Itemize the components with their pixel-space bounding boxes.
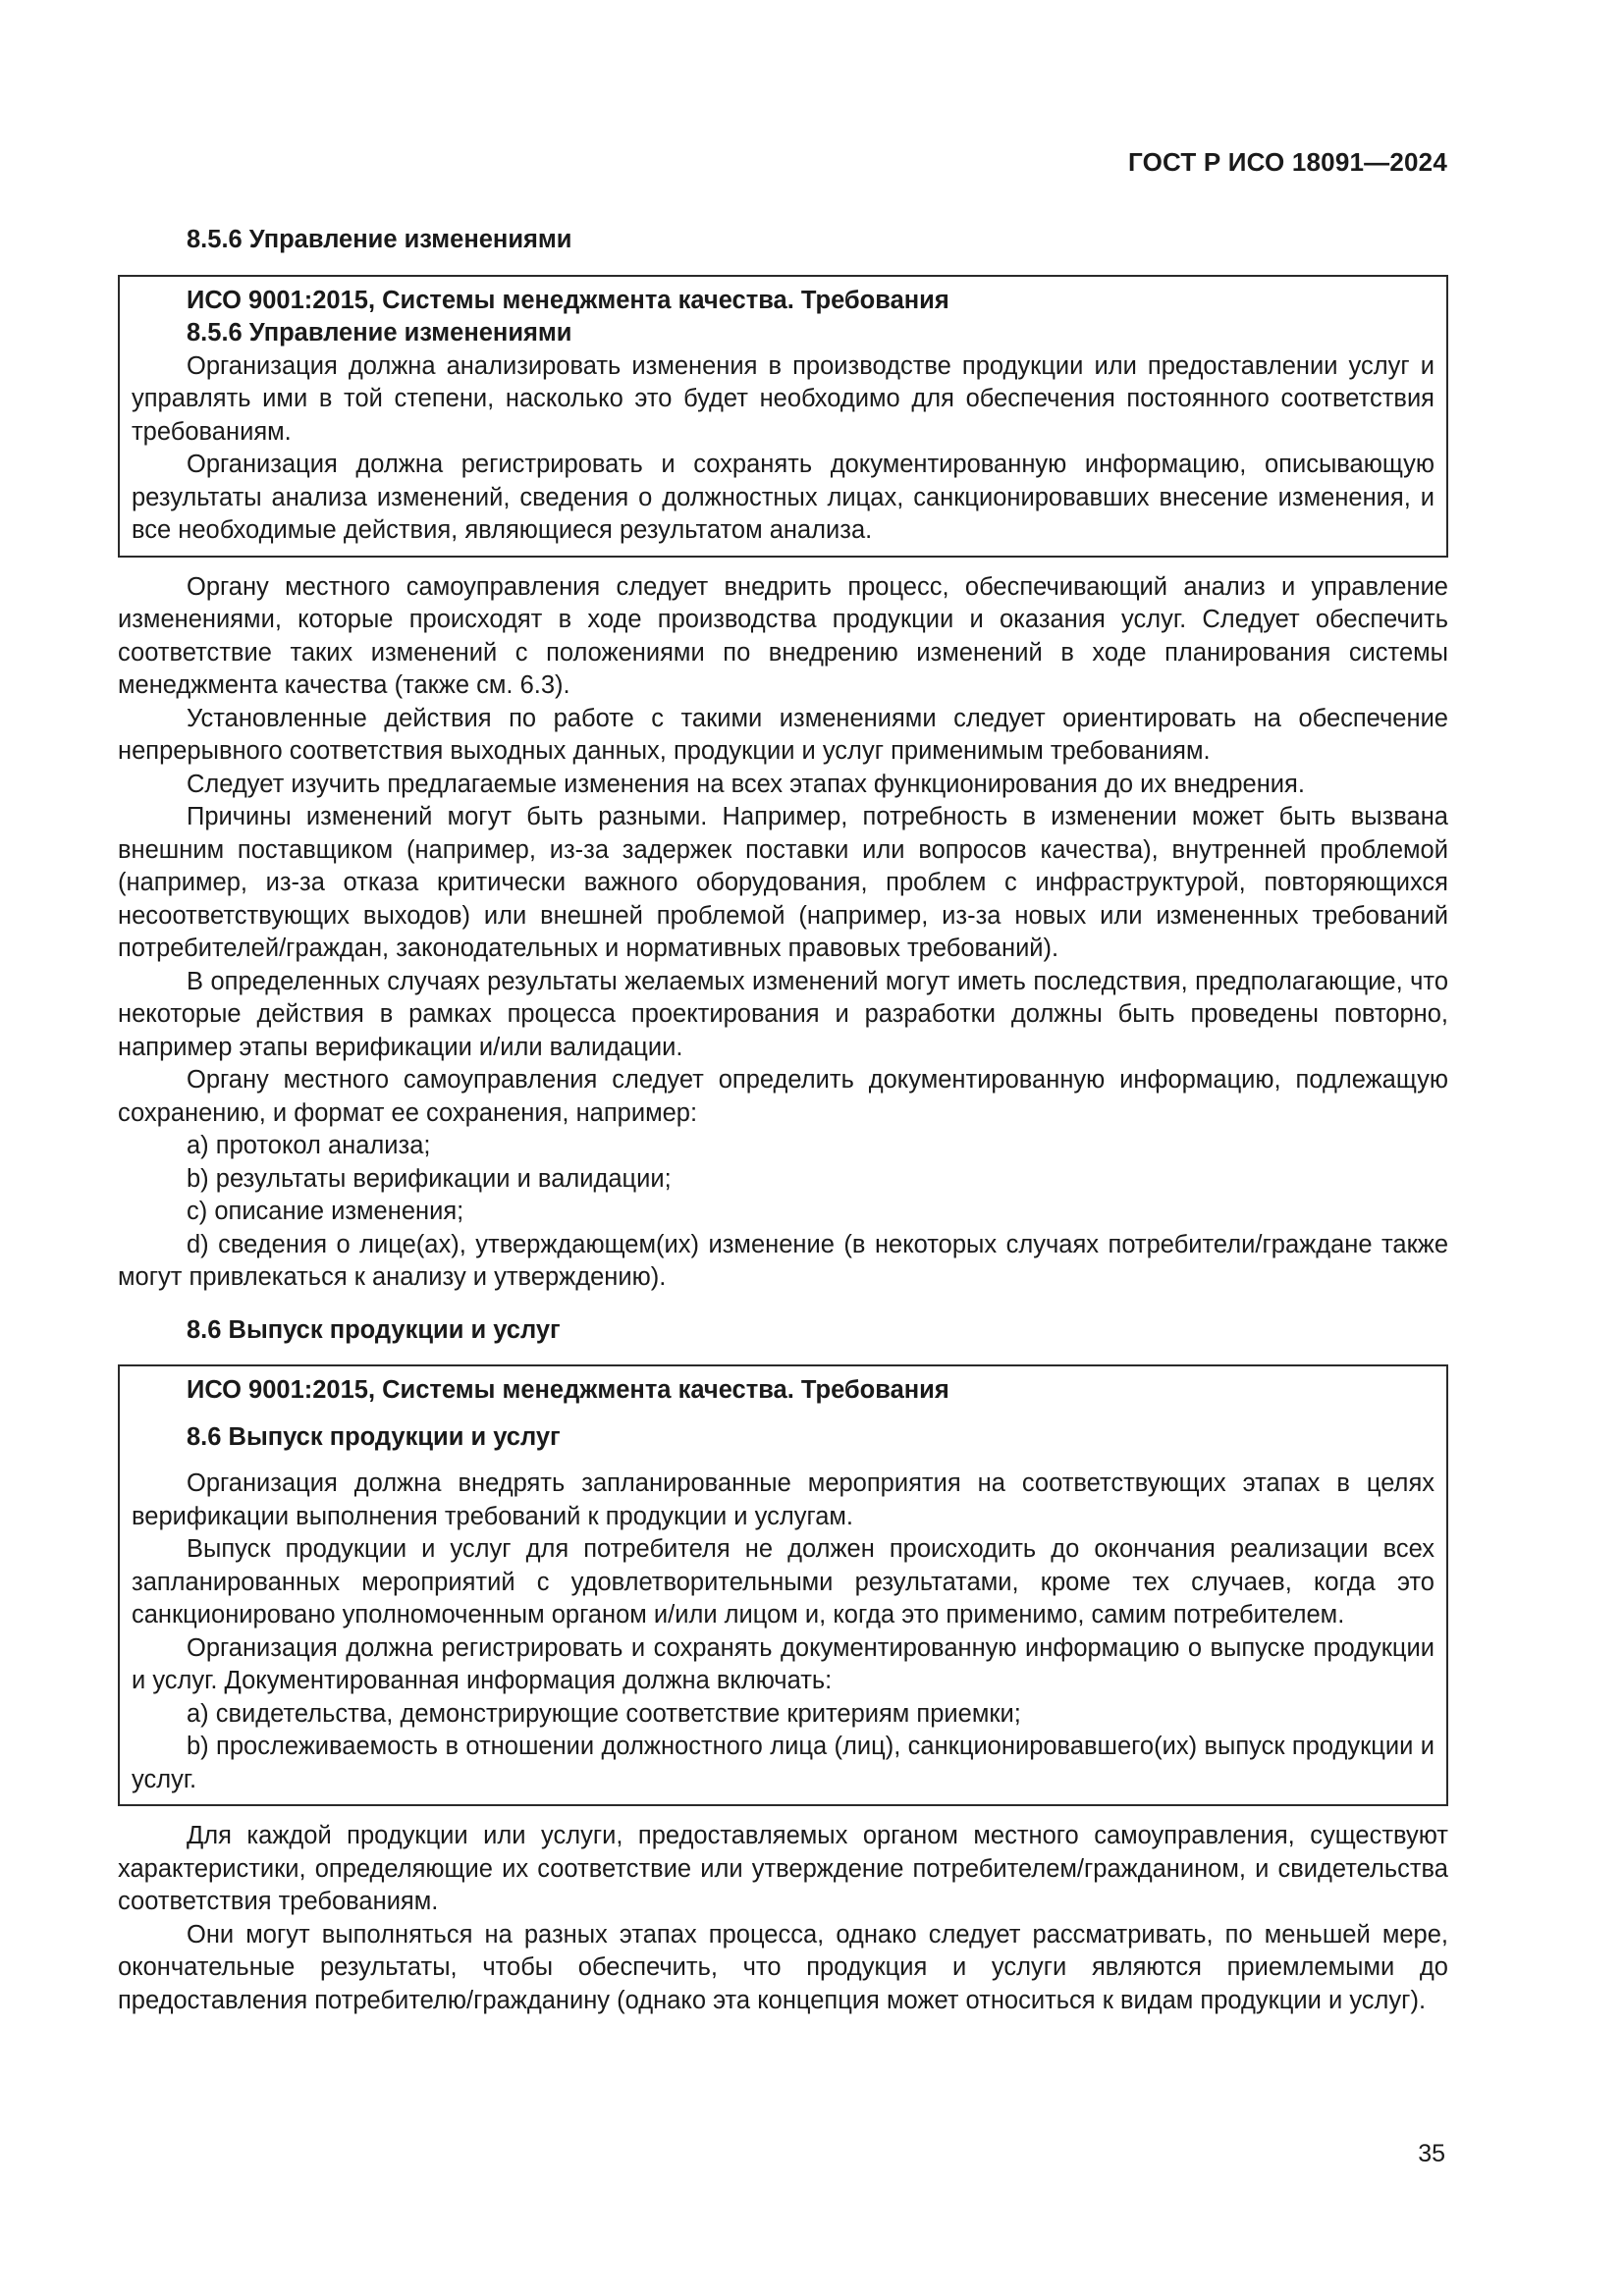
quote-subheading: 8.6 Выпуск продукции и услуг [187,1422,561,1451]
quote-paragraph: Организация должна внедрять запланированные мероприятия на соответствующих этапах в целях верификации выполнения требований к продукции и услугам. [132,1469,1435,1530]
quote-list-item: b) прослеживаемость в отношении должностного лица (лиц), санкционировавшего(их) выпуск продукции и услуг. [132,1733,1435,1793]
body-paragraph: Следует изучить предлагаемые изменения на всех этапах функционирования до их внедрения. [187,770,1305,798]
body-paragraph: Органу местного самоуправления следует внедрить процесс, обеспечивающий анализ и управление изменениями, которые происходят в ходе производства продукции и оказания услуг. Следует обеспечить соответствие таких изменений с положениями по внедрению изменений в ходе планирования системы менеджмента качества (также см. 6.3). [118,572,1448,699]
iso-quote-box-86 [118,1364,1448,1806]
quote-source: ИСО 9001:2015, Системы менеджмента качества. Требования [187,286,949,314]
page-content [118,224,1448,2017]
section-heading-86: 8.6 Выпуск продукции и услуг [187,1315,561,1344]
body-paragraph: В определенных случаях результаты желаемых изменений могут иметь последствия, предполагающие, что некоторые действия в рамках процесса проектирования и разработки должны быть проведены повторно, например этапы верификации и/или валидации. [118,967,1448,1061]
quote-paragraph: Организация должна регистрировать и сохранять документированную информацию о выпуске продукции и услуг. Документированная информация должна включать: [132,1633,1435,1694]
list-item: d) сведения о лице(ах), утверждающем(их) изменение (в некоторых случаях потребители/граждане также могут привлекаться к анализу и утверждению). [118,1230,1448,1291]
list-item: b) результаты верификации и валидации; [187,1164,672,1193]
quote-source: ИСО 9001:2015, Системы менеджмента качества. Требования [187,1376,949,1404]
page-number: 35 [1418,2140,1445,2167]
quote-subheading: 8.5.6 Управление изменениями [187,319,572,347]
quote-paragraph: Выпуск продукции и услуг для потребителя не должен происходить до окончания реализации всех запланированных мероприятий с удовлетворительными результатами, кроме тех случаев, когда это санкционировано уполномоченным органом и/или лицом и, когда это применимо, самим потребителем. [132,1535,1435,1629]
list-item: c) описание изменения; [187,1198,464,1225]
quote-paragraph: Организация должна регистрировать и сохранять документированную информацию, описывающую результаты анализа изменений, сведения о должностных лицах, санкционировавших внесение изменения, и все необходимые действия, являющиеся результатом анализа. [132,451,1435,544]
quote-list-item: a) свидетельства, демонстрирующие соответствие критериям приемки; [187,1699,1021,1728]
body-paragraph: Причины изменений могут быть разными. Например, потребность в изменении может быть вызвана внешним поставщиком (например, из-за задержек поставки или вопросов качества), внутренней проблемой (например, из-за отказа критически важного оборудования, проблем с инфраструктурой, повторяющихся несоответствующих выходов) или внешней проблемой (например, из-за новых или измененных требований потребителей/граждан, законодательных и нормативных правовых требований). [118,803,1448,962]
body-paragraph: Они могут выполняться на разных этапах процесса, однако следует рассматривать, по меньшей мере, окончательные результаты, чтобы обеспечить, что продукция и услуги являются приемлемыми до предоставления потребителю/гражданину (однако эта концепция может относиться к видам продукции и услуг). [118,1920,1448,2014]
body-paragraph: Установленные действия по работе с такими изменениями следует ориентировать на обеспечение непрерывного соответствия выходных данных, продукции и услуг применимым требованиям. [118,704,1448,765]
body-paragraph: Органу местного самоуправления следует определить документированную информацию, подлежащую сохранению, и формат ее сохранения, например: [118,1066,1448,1127]
iso-quote-box-856 [118,275,1448,558]
body-paragraph: Для каждой продукции или услуги, предоставляемых органом местного самоуправления, существуют характеристики, определяющие их соответствие или утверждение потребителем/гражданином, и свидетельства соответствия требованиям. [118,1822,1448,1915]
section-heading-856: 8.5.6 Управление изменениями [187,226,572,253]
quote-paragraph: Организация должна анализировать изменения в производстве продукции или предоставлении услуг и управлять ими в той степени, насколько это будет необходимо для обеспечения постоянного соответствия требованиям. [132,351,1435,446]
list-item: a) протокол анализа; [187,1132,431,1159]
document-code: ГОСТ Р ИСО 18091—2024 [1127,147,1447,177]
